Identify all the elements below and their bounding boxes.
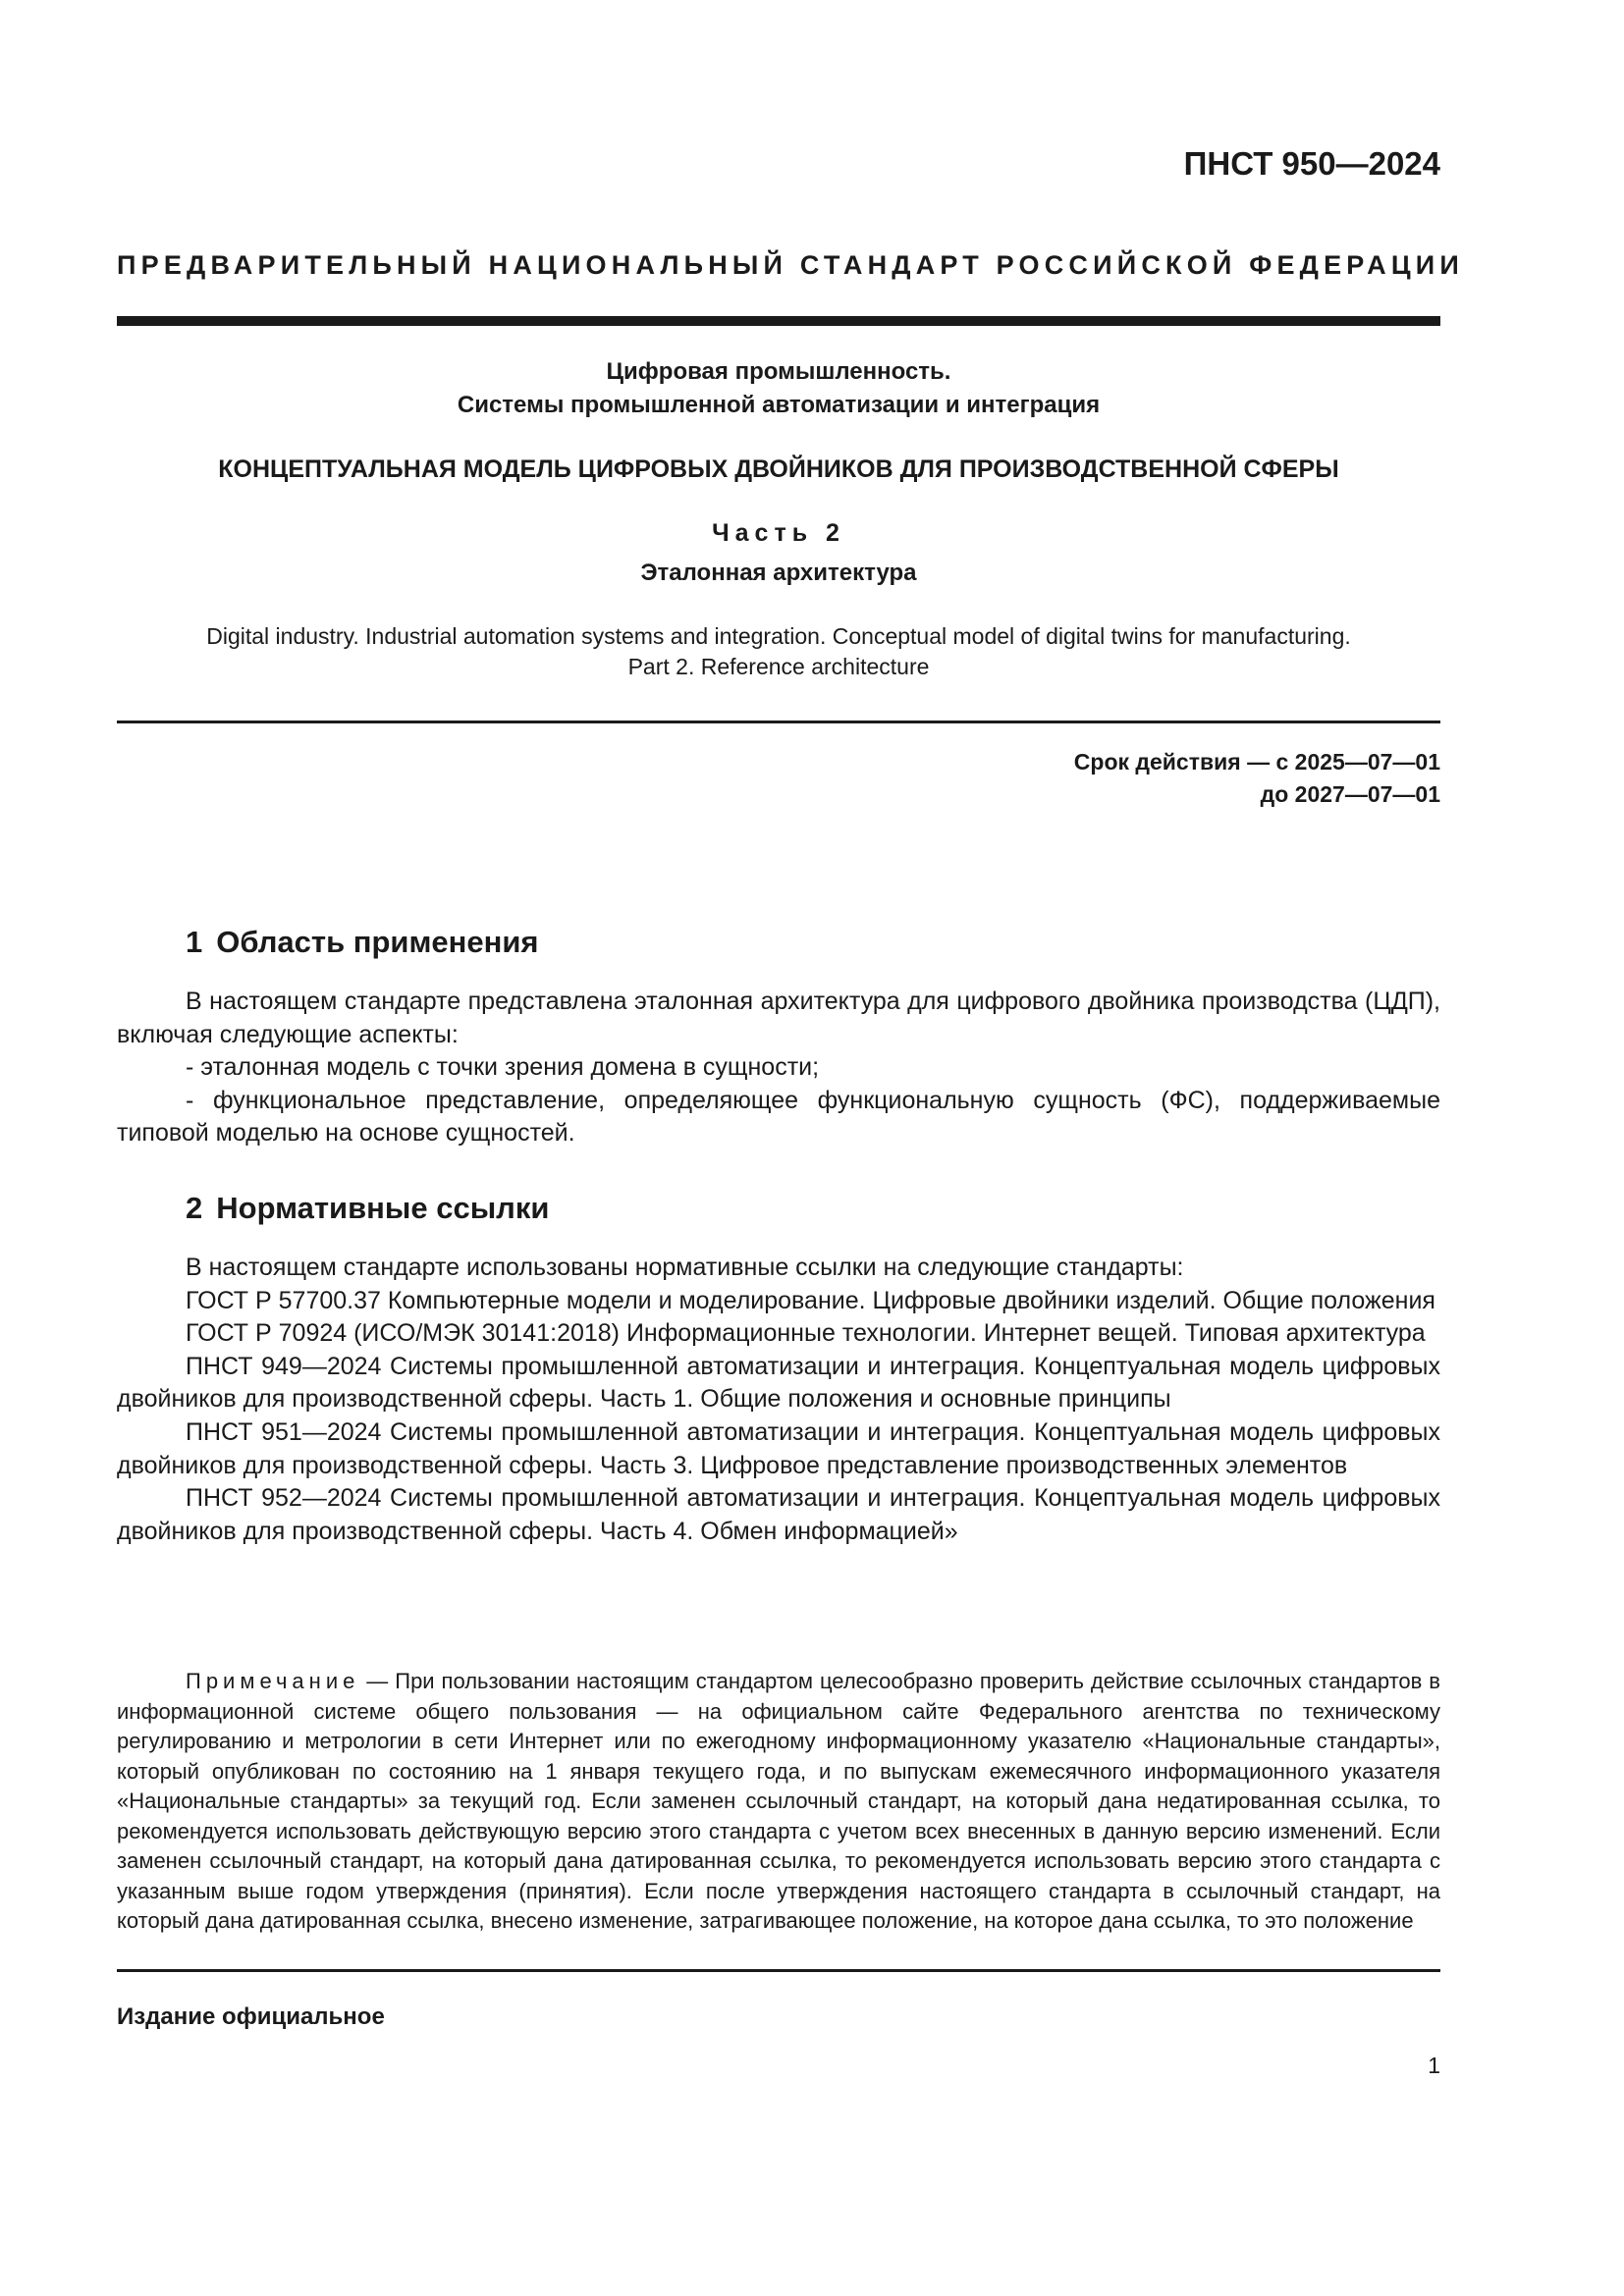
section-2-number: 2 <box>186 1191 203 1225</box>
note-label: Примечание <box>186 1669 360 1693</box>
section-1-number: 1 <box>186 925 203 959</box>
title-subtitle <box>117 355 1440 422</box>
header-divider <box>117 316 1440 326</box>
english-title-line-1: Digital industry. Industrial automation systems and integration. Conceptual model of digital twins for manufacturing. <box>206 623 1351 649</box>
section-1-body <box>117 986 1440 1150</box>
section-1-title: Область применения <box>216 925 539 959</box>
page-number: 1 <box>1428 2053 1440 2078</box>
validity-to: до 2027—07—01 <box>1260 781 1440 807</box>
reference-item: ГОСТ Р 57700.37 Компьютерные модели и моделирование. Цифровые двойники изделий. Общие положения <box>186 1286 1435 1314</box>
section-1-intro: В настоящем стандарте представлена эталонная архитектура для цифрового двойника производства (ЦДП), включая следующие аспекты: <box>117 988 1440 1048</box>
title-divider <box>117 721 1440 723</box>
note-paragraph <box>117 1667 1440 1937</box>
section-2-intro: В настоящем стандарте использованы нормативные ссылки на следующие стандарты: <box>186 1254 1184 1281</box>
reference-item: ГОСТ Р 70924 (ИСО/МЭК 30141:2018) Информационные технологии. Интернет вещей. Типовая архитектура <box>186 1319 1426 1348</box>
english-title-line-2: Part 2. Reference architecture <box>627 654 930 679</box>
reference-item: ПНСТ 952—2024 Системы промышленной автоматизации и интеграция. Концептуальная модель цифровых двойников для производственной сферы. Часть 4. Обмен информацией» <box>117 1484 1440 1545</box>
official-edition-label: Издание официальное <box>117 2003 385 2030</box>
reference-item: ПНСТ 951—2024 Системы промышленной автоматизации и интеграция. Концептуальная модель цифровых двойников для производственной сферы. Часть 3. Цифровое представление производственных элементов <box>117 1417 1440 1479</box>
note-text: — При пользовании настоящим стандартом целесообразно проверить действие ссылочных стандартов в информационной системе общего пользования — на официальном сайте Федерального агентства по техническому регулированию и метрологии в сети Интернет или по ежегодному информационному указателю «Национальные стандарты», который опубликован по состоянию на 1 января текущего года, и по выпускам ежемесячного информационного указателя «Национальные стандарты» за текущий год. Если заменен ссылочный стандарт, на который дана недатированная ссылка, то рекомендуется использовать действующую версию этого стандарта с учетом всех внесенных в данную версию изменений. Если заменен ссылочный стандарт, на который дана датированная ссылка, то рекомендуется использовать версию этого стандарта с указанным выше годом утверждения (принятия). Если после утверждения настоящего стандарта в ссылочный стандарт, на который дана датированная ссылка, внесено изменение, затрагивающее положение, на которое дана ссылка, то это положение <box>117 1669 1440 1933</box>
section-1-item-2: - функциональное представление, определяющее функциональную сущность (ФС), поддерживаемые типовой моделью на основе сущностей. <box>117 1086 1440 1148</box>
standard-type-heading: ПРЕДВАРИТЕЛЬНЫЙ НАЦИОНАЛЬНЫЙ СТАНДАРТ РОССИЙСКОЙ ФЕДЕРАЦИИ <box>117 250 1464 280</box>
section-1-heading <box>186 925 539 960</box>
section-2-body <box>117 1252 1440 1548</box>
main-title: КОНЦЕПТУАЛЬНАЯ МОДЕЛЬ ЦИФРОВЫХ ДВОЙНИКОВ ДЛЯ ПРОИЗВОДСТВЕННОЙ СФЕРЫ <box>218 455 1339 483</box>
part-name: Эталонная архитектура <box>640 560 917 586</box>
section-1-item-1: - эталонная модель с точки зрения домена в сущности; <box>186 1053 820 1082</box>
footer-divider <box>117 1969 1440 1972</box>
validity-period <box>1074 746 1440 811</box>
section-2-heading <box>186 1191 549 1226</box>
subtitle-line-2: Системы промышленной автоматизации и интеграция <box>457 392 1101 418</box>
validity-from: Срок действия — с 2025—07—01 <box>1073 749 1440 774</box>
reference-item: ПНСТ 949—2024 Системы промышленной автоматизации и интеграция. Концептуальная модель цифровых двойников для производственной сферы. Часть 1. Общие положения и основные принципы <box>117 1352 1440 1414</box>
section-2-title: Нормативные ссылки <box>216 1191 550 1225</box>
standard-designation: ПНСТ 950—2024 <box>1183 145 1440 182</box>
part-label: Часть 2 <box>712 519 845 547</box>
subtitle-line-1: Цифровая промышленность. <box>606 358 951 385</box>
english-title <box>117 621 1440 682</box>
